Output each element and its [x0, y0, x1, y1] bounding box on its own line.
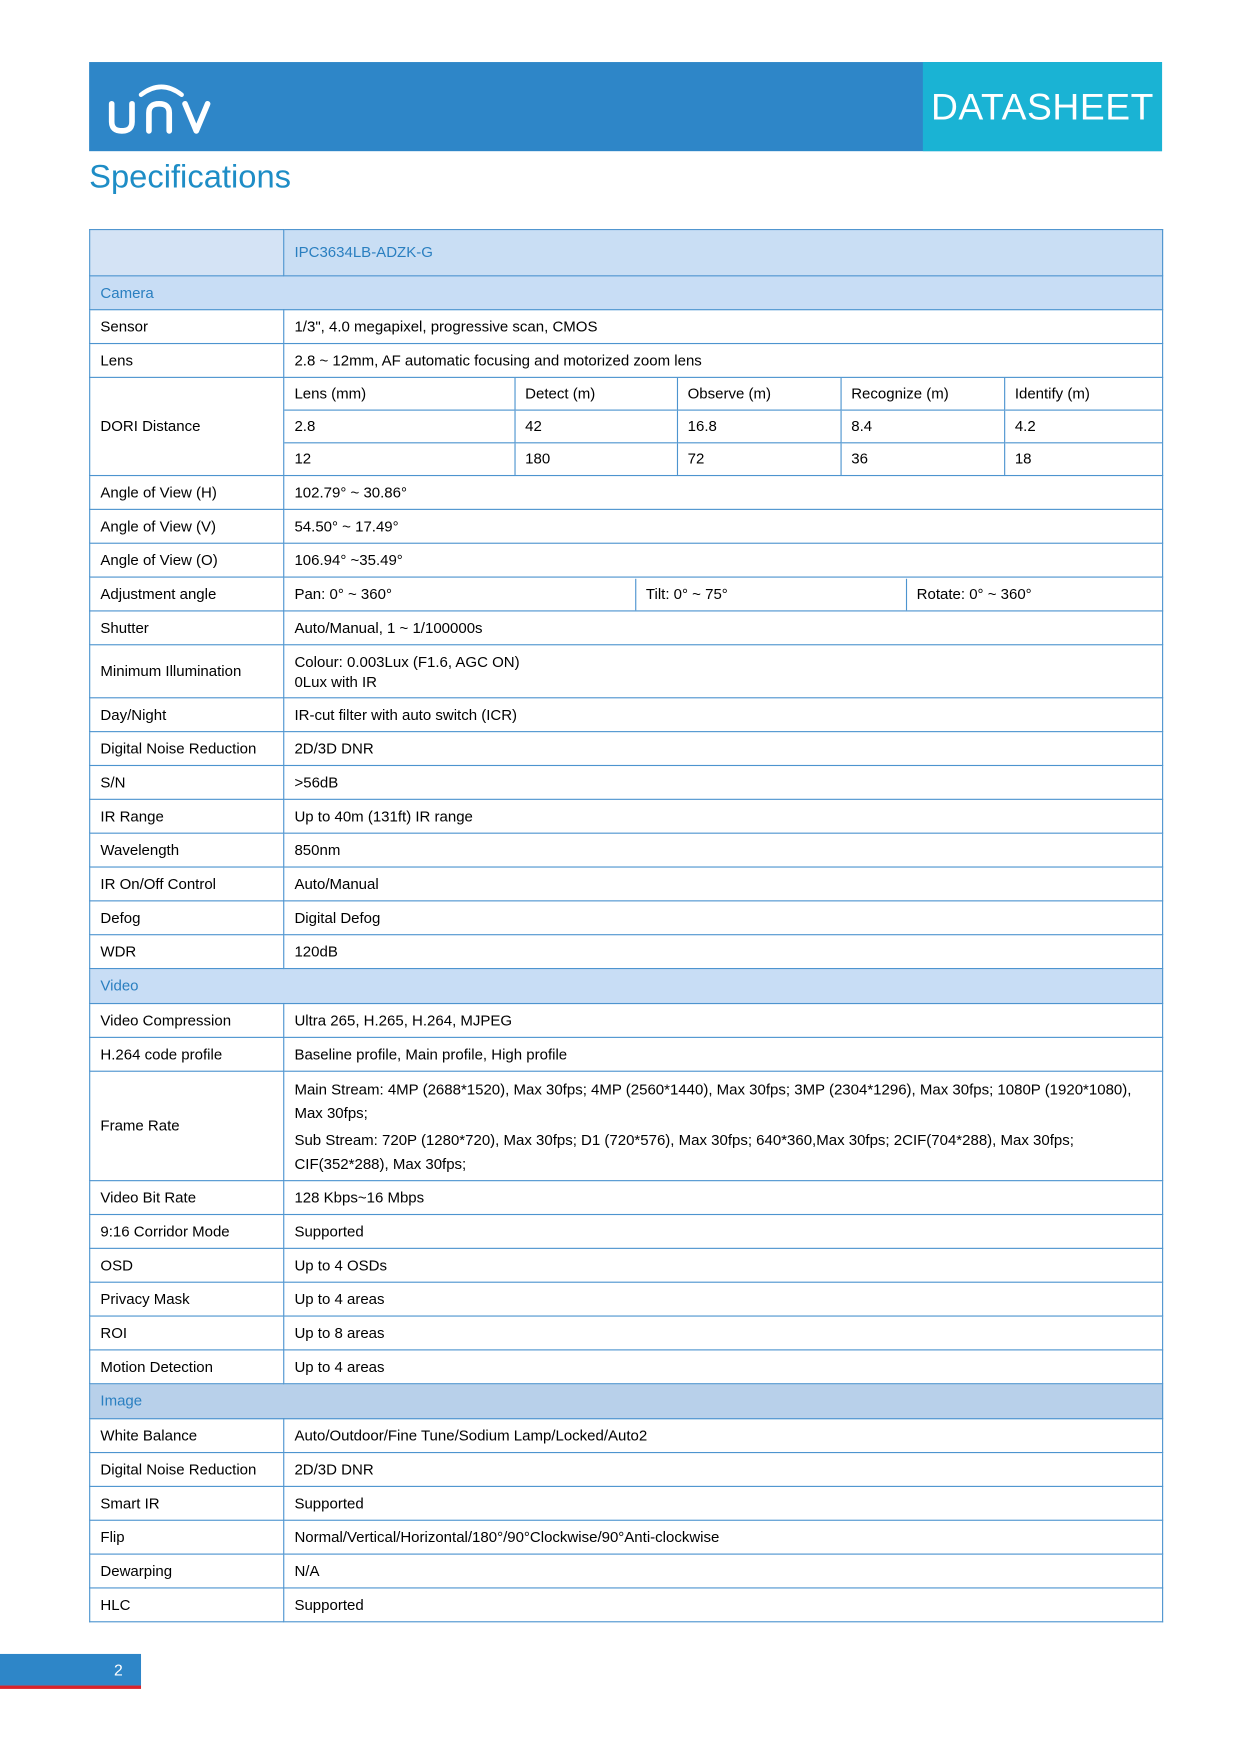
adjustment-table [284, 578, 1162, 610]
frame-rate-main: Main Stream: 4MP (2688*1520), Max 30fps; 4MP (2560*1440), Max 30fps; 3MP (2304*1296), Max 30fps; 1080P (1920*1080), Max 30fps; [294, 1080, 1132, 1122]
dori-cell: 8.4 [841, 410, 1005, 443]
table-row [90, 1350, 1163, 1384]
table-row [90, 611, 1163, 645]
section-title: Camera [90, 276, 1163, 310]
spec-value: Auto/Outdoor/Fine Tune/Sodium Lamp/Locked/Auto2 [284, 1419, 1163, 1453]
table-row [90, 344, 1163, 378]
spec-value: Up to 4 OSDs [284, 1248, 1163, 1282]
table-row [90, 1215, 1163, 1249]
spec-value: Digital Defog [284, 901, 1163, 935]
spec-value: 120dB [284, 935, 1163, 969]
dori-cell: 16.8 [677, 410, 841, 443]
dori-header: Observe (m) [677, 378, 841, 410]
spec-table [89, 229, 1163, 1622]
dori-header-row [284, 378, 1162, 410]
spec-label: Day/Night [90, 698, 284, 732]
spec-label: Digital Noise Reduction [90, 1453, 284, 1487]
table-row [90, 935, 1163, 969]
spec-value: Auto/Manual, 1 ~ 1/100000s [284, 611, 1163, 645]
spec-value [284, 645, 1163, 698]
spec-label: Adjustment angle [90, 577, 284, 611]
model-header-row [90, 230, 1163, 276]
dori-cell: 42 [514, 410, 676, 443]
spec-label: Minimum Illumination [90, 645, 284, 698]
table-row [90, 1520, 1163, 1554]
table-row [90, 509, 1163, 543]
spec-value: Auto/Manual [284, 867, 1163, 901]
spec-label: Lens [90, 344, 284, 378]
spec-label: Angle of View (H) [90, 476, 284, 510]
spec-value: Baseline profile, Main profile, High profile [284, 1037, 1163, 1071]
spec-value: Supported [284, 1588, 1163, 1622]
spec-value: 54.50° ~ 17.49° [284, 509, 1163, 543]
spec-label: Motion Detection [90, 1350, 284, 1384]
section-row-camera [90, 276, 1163, 310]
spec-value: IR-cut filter with auto switch (ICR) [284, 698, 1163, 732]
spec-label: Frame Rate [90, 1071, 284, 1180]
section-row-image [90, 1384, 1163, 1419]
spec-label: Wavelength [90, 833, 284, 867]
spec-label: Flip [90, 1520, 284, 1554]
spec-label: Angle of View (V) [90, 509, 284, 543]
spec-value: 850nm [284, 833, 1163, 867]
spec-value: 128 Kbps~16 Mbps [284, 1181, 1163, 1215]
spec-label: S/N [90, 765, 284, 799]
page-number: 2 [114, 1660, 123, 1679]
table-row [90, 1316, 1163, 1350]
dori-cell: 36 [841, 443, 1005, 475]
spec-value: Ultra 265, H.265, H.264, MJPEG [284, 1004, 1163, 1038]
unv-logo [107, 77, 215, 140]
page-number-underline [0, 1686, 141, 1689]
table-row [90, 645, 1163, 698]
spec-label: DORI Distance [90, 377, 284, 475]
spec-label: OSD [90, 1248, 284, 1282]
table-row [90, 543, 1163, 577]
dori-header: Recognize (m) [841, 378, 1005, 410]
spec-label: Privacy Mask [90, 1282, 284, 1316]
dori-cell: 180 [514, 443, 676, 475]
spec-label: Smart IR [90, 1486, 284, 1520]
dori-header: Detect (m) [514, 378, 676, 410]
dori-cell: 4.2 [1004, 410, 1162, 443]
spec-value: >56dB [284, 765, 1163, 799]
spec-value: Up to 4 areas [284, 1350, 1163, 1384]
table-row [90, 833, 1163, 867]
table-row [90, 1554, 1163, 1588]
table-row [90, 1037, 1163, 1071]
spec-value: Up to 4 areas [284, 1282, 1163, 1316]
spec-value: Supported [284, 1486, 1163, 1520]
table-row [90, 1419, 1163, 1453]
table-row [90, 1004, 1163, 1038]
adjustment-cell [284, 577, 1163, 611]
spec-value: Up to 8 areas [284, 1316, 1163, 1350]
spec-label: IR Range [90, 799, 284, 833]
section-title: Image [90, 1384, 1163, 1419]
dori-cell: 72 [677, 443, 841, 475]
spec-label: Shutter [90, 611, 284, 645]
spec-value: 2.8 ~ 12mm, AF automatic focusing and motorized zoom lens [284, 344, 1163, 378]
table-row [90, 867, 1163, 901]
table-row [90, 799, 1163, 833]
spec-value [284, 1071, 1163, 1180]
table-row [90, 310, 1163, 344]
spec-label: Digital Noise Reduction [90, 732, 284, 766]
illum-colour: Colour: 0.003Lux (F1.6, AGC ON) [294, 653, 520, 671]
table-row [90, 1282, 1163, 1316]
adjustment-pan: Pan: 0° ~ 360° [294, 584, 392, 602]
spec-label: Video Compression [90, 1004, 284, 1038]
adjustment-rotate: Rotate: 0° ~ 360° [906, 578, 1162, 610]
table-row [90, 1486, 1163, 1520]
table-row [90, 765, 1163, 799]
frame-rate-sub: Sub Stream: 720P (1280*720), Max 30fps; D1 (720*576), Max 30fps; 640*360,Max 30fps; 2CIF(704*288), Max 30fps; CIF(352*288), Max 30fps; [294, 1131, 1074, 1173]
dori-data-row [284, 410, 1162, 443]
dori-header: Identify (m) [1004, 378, 1162, 410]
spec-label: H.264 code profile [90, 1037, 284, 1071]
spec-value: 2D/3D DNR [284, 732, 1163, 766]
table-row [90, 901, 1163, 935]
spec-label: ROI [90, 1316, 284, 1350]
spec-label: White Balance [90, 1419, 284, 1453]
illum-ir: 0Lux with IR [294, 673, 378, 691]
dori-data-row [284, 443, 1162, 475]
dori-cell: 18 [1004, 443, 1162, 475]
spec-value: Supported [284, 1215, 1163, 1249]
spec-label: WDR [90, 935, 284, 969]
spec-label: HLC [90, 1588, 284, 1622]
spec-label: IR On/Off Control [90, 867, 284, 901]
model-name: IPC3634LB-ADZK-G [284, 230, 1163, 276]
dori-cell: 12 [284, 443, 514, 475]
spec-label: Dewarping [90, 1554, 284, 1588]
dori-cell: 2.8 [284, 410, 514, 443]
table-row [90, 1181, 1163, 1215]
table-row [90, 476, 1163, 510]
table-row [90, 698, 1163, 732]
table-row [90, 1248, 1163, 1282]
table-row [90, 732, 1163, 766]
spec-label: Video Bit Rate [90, 1181, 284, 1215]
datasheet-label: DATASHEET [930, 85, 1154, 128]
spec-value: 2D/3D DNR [284, 1453, 1163, 1487]
spec-label: Defog [90, 901, 284, 935]
table-row [90, 1588, 1163, 1622]
spec-value: Normal/Vertical/Horizontal/180°/90°Clockwise/90°Anti-clockwise [284, 1520, 1163, 1554]
dori-header: Lens (mm) [294, 384, 367, 402]
spec-label: Sensor [90, 310, 284, 344]
dori-table [284, 378, 1162, 475]
spec-value: Up to 40m (131ft) IR range [284, 799, 1163, 833]
table-row [90, 1071, 1163, 1180]
spec-value: N/A [284, 1554, 1163, 1588]
model-header-blank [90, 230, 284, 276]
page-title: Specifications [89, 159, 292, 196]
adjustment-row [90, 577, 1163, 611]
spec-value: 1/3", 4.0 megapixel, progressive scan, CMOS [284, 310, 1163, 344]
spec-label: Angle of View (O) [90, 543, 284, 577]
dori-row [90, 377, 1163, 475]
spec-value: 106.94° ~35.49° [284, 543, 1163, 577]
adjustment-tilt: Tilt: 0° ~ 75° [635, 578, 906, 610]
section-row-video [90, 969, 1163, 1004]
table-row [90, 1453, 1163, 1487]
dori-table-cell [284, 377, 1163, 475]
section-title: Video [90, 969, 1163, 1004]
spec-value: 102.79° ~ 30.86° [284, 476, 1163, 510]
spec-label: 9:16 Corridor Mode [90, 1215, 284, 1249]
